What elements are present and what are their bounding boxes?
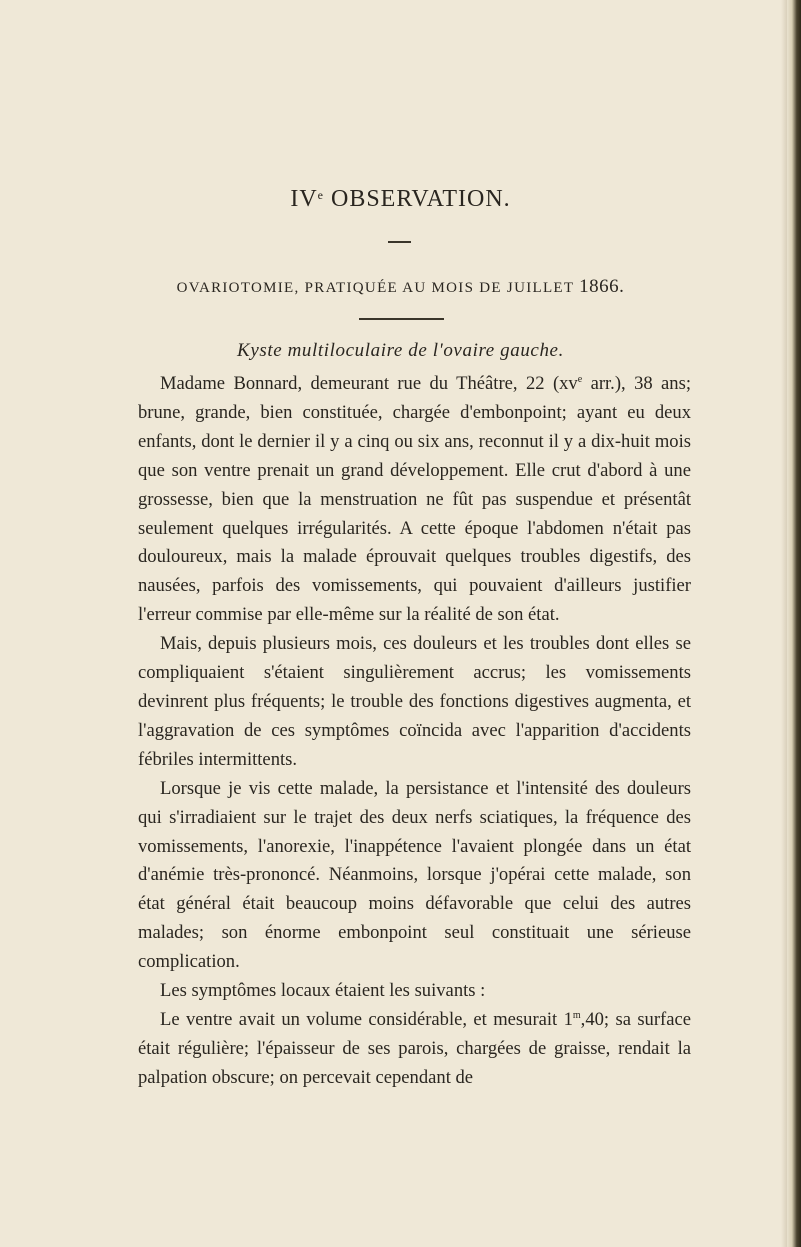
paragraph-5-start: Le ventre avait un volume considérable, et mesurait 1 xyxy=(160,1008,573,1030)
subheading-text: OVARIOTOMIE, PRATIQUÉE AU MOIS DE JUILLET xyxy=(176,280,575,296)
heading-title: OBSERVATION. xyxy=(330,186,511,212)
paragraph: Mais, depuis plusieurs mois, ces douleurs et les troubles dont elles se compliquaient s'étaient singulièrement accrus; les vomissements devinrent plus fréquents; le trouble des fonctions digestives augmenta, et l'aggravation de ces symptômes coïncida avec l'apparition d'accidents fébriles intermittents. xyxy=(138,633,691,770)
operation-subheading xyxy=(0,276,801,298)
short-divider xyxy=(388,241,411,243)
paragraph-1-start: Madame Bonnard, demeurant rue du Théâtre, 22 (xv xyxy=(160,373,578,394)
case-subtitle: Kyste multiloculaire de l'ovaire gauche. xyxy=(237,340,564,361)
heading-ordinal-suffix: e xyxy=(317,188,324,202)
paragraph: Les symptômes locaux étaient les suivants : xyxy=(160,980,486,1002)
paragraph-5-end: ,40; sa surface était régulière; l'épaisseur de ses parois, chargées de graisse, rendait la palpation obscure; on percevait cependant de xyxy=(138,1008,691,1088)
heading-number: IV xyxy=(290,186,318,212)
paragraph: Lorsque je vis cette malade, la persistance et l'intensité des douleurs qui s'irradiaient sur le trajet des deux nerfs sciatiques, la fréquence des vomissements, l'anorexie, l'inappétence l'avaient plongée dans un état d'anémie très-prononcé. Néanmoins, lorsque j'opérai cette malade, son état général était beaucoup moins défavorable que celui des autres malades; son énorme embonpoint seul constituait une sérieuse complication. xyxy=(138,777,691,973)
paragraph-1-end: arr.), 38 ans; brune, grande, bien constituée, chargée d'embonpoint; ayant eu deux enfants, dont le dernier il y a cinq ou six ans, reconnut il y a dix-huit mois que son ventre prenait un grand développement. Elle crut d'abord à une grossesse, bien que la menstruation ne fût pas suspendue et présentât seulement quelques irrégularités. A cette époque l'abdomen n'était pas douloureux, mais la malade éprouvait quelques troubles digestifs, des nausées, parfois des vomissements, qui pouvaient d'ailleurs justifier l'erreur commise par elle-même sur la réalité de son état. xyxy=(138,373,691,626)
observation-heading xyxy=(0,186,801,213)
paragraph xyxy=(138,370,691,630)
body-text xyxy=(138,370,691,1093)
superscript-m: m xyxy=(572,1009,581,1021)
subheading-year: 1866. xyxy=(579,276,625,297)
superscript-e: e xyxy=(577,373,583,385)
long-divider xyxy=(359,318,444,320)
paragraph xyxy=(138,1006,691,1093)
